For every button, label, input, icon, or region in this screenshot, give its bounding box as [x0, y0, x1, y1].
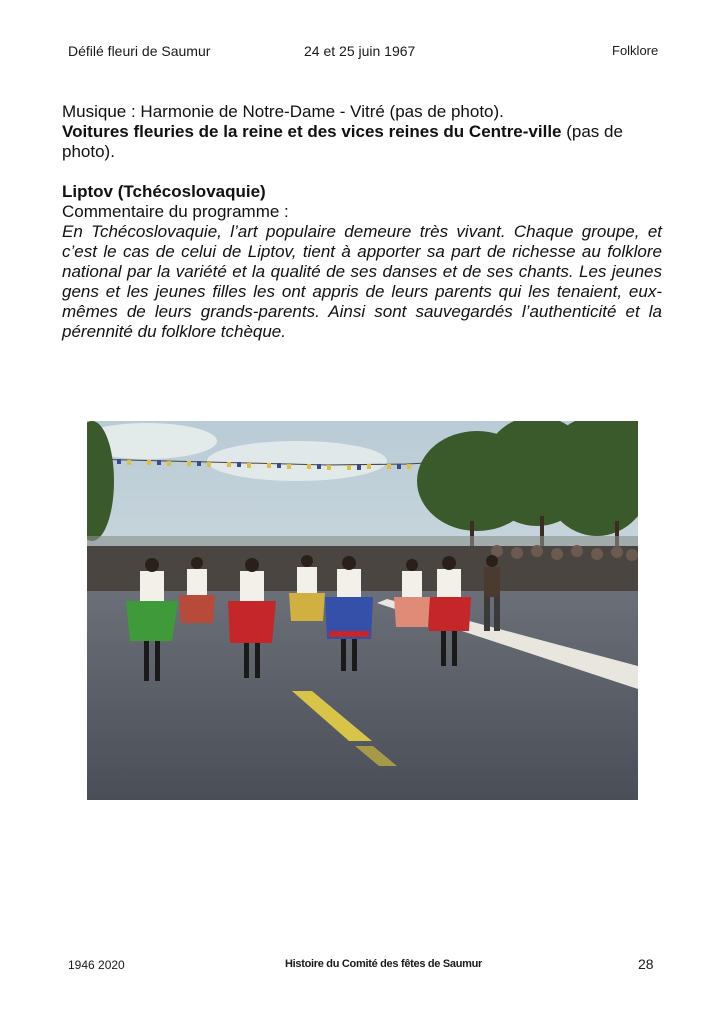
header-date: 24 et 25 juin 1967: [304, 43, 416, 59]
page-number: 28: [638, 956, 654, 972]
section-title: Liptov (Tchécoslovaquie): [62, 182, 266, 201]
music-line: Musique : Harmonie de Notre-Dame - Vitré (pas de photo).: [62, 102, 504, 121]
page-body: [62, 102, 662, 342]
comment-text: En Tchécoslovaquie, l’art populaire demeure très vivant. Chaque groupe, et c’est le cas de celui de Liptov, tient à apporter sa part de richesse au folklore national par la variété et la qualité de ses danses et de ses chants. Les jeunes gens et les jeunes filles les ont appris de leurs parents qui les tenaient, eux-mêmes de leurs grands-parents. Ainsi sont sauvegardés l’authenticité et la pérennité du folklore tchèque.: [62, 222, 662, 341]
cars-bold: Voitures fleuries de la reine et des vices reines du Centre-ville: [62, 122, 562, 141]
comment-label: Commentaire du programme :: [62, 202, 289, 221]
header-section: Folklore: [612, 43, 659, 58]
cars-line: [62, 122, 662, 162]
footer-years: 1946 2020: [68, 958, 125, 972]
header-title: Défilé fleuri de Saumur: [68, 43, 211, 59]
footer-title: Histoire du Comité des fêtes de Saumur: [285, 958, 483, 970]
cars-rest: (pas de photo).: [62, 122, 623, 161]
parade-photo: [87, 421, 638, 800]
